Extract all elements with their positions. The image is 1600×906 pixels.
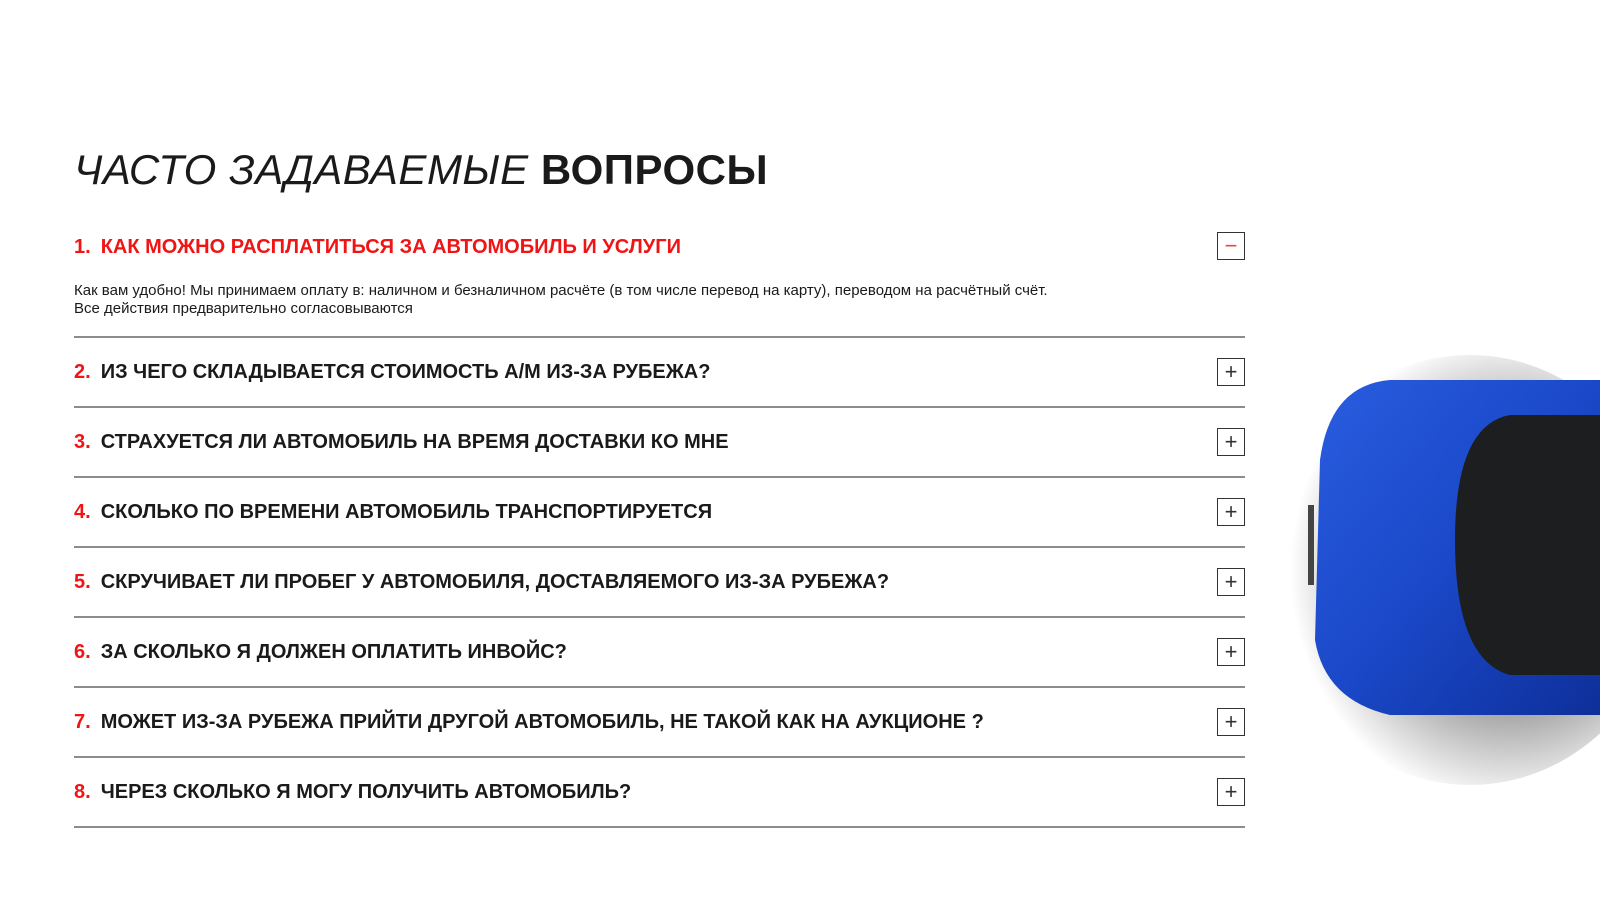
expand-icon[interactable]: + [1217, 358, 1245, 386]
faq-answer-line: Все действия предварительно согласовываются [74, 300, 413, 317]
expand-icon[interactable]: + [1217, 498, 1245, 526]
faq-question[interactable] [74, 688, 1245, 756]
faq-list [74, 224, 1245, 828]
faq-number: 5. [74, 570, 91, 593]
faq-question-text: ЗА СКОЛЬКО Я ДОЛЖЕН ОПЛАТИТЬ ИНВОЙС? [100, 640, 567, 663]
faq-number: 8. [74, 780, 91, 803]
faq-item [74, 688, 1245, 758]
faq-question[interactable] [74, 408, 1245, 476]
faq-number: 1. [74, 235, 91, 258]
faq-item [74, 618, 1245, 688]
expand-icon[interactable]: + [1217, 428, 1245, 456]
faq-item [74, 408, 1245, 478]
faq-question-text: СТРАХУЕТСЯ ЛИ АВТОМОБИЛЬ НА ВРЕМЯ ДОСТАВКИ КО МНЕ [100, 430, 729, 453]
faq-item [74, 338, 1245, 408]
expand-icon[interactable]: + [1217, 568, 1245, 596]
title-bold: ВОПРОСЫ [540, 146, 769, 193]
faq-question-text: ЧЕРЕЗ СКОЛЬКО Я МОГУ ПОЛУЧИТЬ АВТОМОБИЛЬ? [100, 780, 632, 803]
faq-question[interactable] [74, 338, 1245, 406]
faq-question[interactable] [74, 548, 1245, 616]
faq-answer-line: Как вам удобно! Мы принимаем оплату в: наличном и безналичном расчёте (в том числе перевод на карту), переводом на расчётный счёт. [74, 282, 1048, 299]
expand-icon[interactable]: + [1217, 708, 1245, 736]
expand-icon[interactable]: + [1217, 638, 1245, 666]
faq-question-text: МОЖЕТ ИЗ-ЗА РУБЕЖА ПРИЙТИ ДРУГОЙ АВТОМОБИЛЬ, НЕ ТАКОЙ КАК НА АУКЦИОНЕ ? [100, 710, 984, 733]
faq-item [74, 548, 1245, 618]
faq-number: 4. [74, 500, 91, 523]
page-title [74, 146, 768, 194]
faq-question[interactable] [74, 758, 1245, 826]
faq-number: 2. [74, 360, 91, 383]
faq-item [74, 758, 1245, 828]
faq-question-text: СКРУЧИВАЕТ ЛИ ПРОБЕГ У АВТОМОБИЛЯ, ДОСТАВЛЯЕМОГО ИЗ-ЗА РУБЕЖА? [100, 570, 890, 593]
faq-question-text: КАК МОЖНО РАСПЛАТИТЬСЯ ЗА АВТОМОБИЛЬ И УСЛУГИ [100, 235, 681, 258]
car-license-plate [1308, 505, 1314, 585]
collapse-icon[interactable]: − [1217, 232, 1245, 260]
car-windshield [1455, 415, 1600, 675]
faq-item [74, 224, 1245, 338]
car-image [1250, 340, 1600, 820]
faq-question-text: ИЗ ЧЕГО СКЛАДЫВАЕТСЯ СТОИМОСТЬ А/М ИЗ-ЗА РУБЕЖА? [100, 360, 711, 383]
faq-question[interactable] [74, 224, 1245, 270]
faq-item [74, 478, 1245, 548]
expand-icon[interactable]: + [1217, 778, 1245, 806]
faq-number: 6. [74, 640, 91, 663]
faq-question[interactable] [74, 618, 1245, 686]
faq-question[interactable] [74, 478, 1245, 546]
faq-answer [74, 270, 1245, 336]
faq-question-text: СКОЛЬКО ПО ВРЕМЕНИ АВТОМОБИЛЬ ТРАНСПОРТИРУЕТСЯ [100, 500, 713, 523]
faq-number: 7. [74, 710, 91, 733]
title-light: ЧАСТО ЗАДАВАЕМЫЕ [74, 146, 529, 193]
faq-number: 3. [74, 430, 91, 453]
